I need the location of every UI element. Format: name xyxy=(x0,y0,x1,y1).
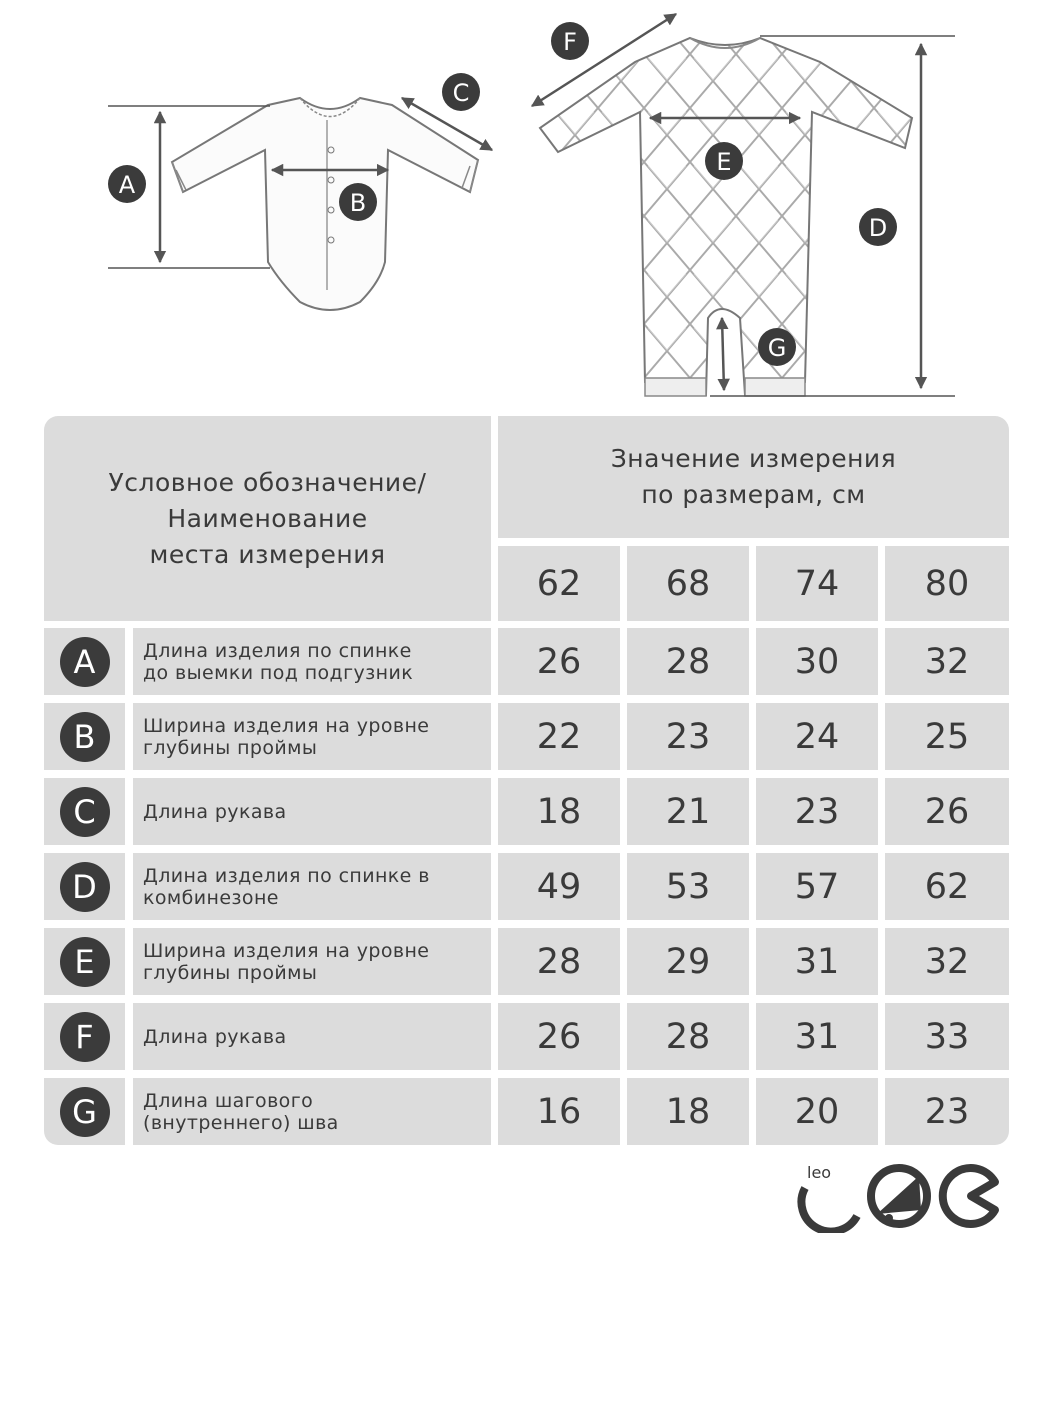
value-cell: 29 xyxy=(627,928,749,995)
letter-badge: A xyxy=(60,637,110,687)
value-cell: 28 xyxy=(627,1003,749,1070)
value-cell: 31 xyxy=(756,928,878,995)
value-cell: 26 xyxy=(498,1003,620,1070)
row-description xyxy=(133,1078,491,1145)
letter-badge: G xyxy=(60,1087,110,1137)
row-description xyxy=(133,778,491,845)
description-text: Ширина изделия на уровне глубины проймы xyxy=(143,939,430,984)
measurement-diagram xyxy=(0,0,1049,410)
value-cell: 31 xyxy=(756,1003,878,1070)
diagram-label-a: A xyxy=(118,171,136,199)
row-letter-cell xyxy=(44,703,125,770)
values-header-text: Значение измерения по размерам, см xyxy=(610,444,897,509)
logo-small-text: leo xyxy=(807,1163,832,1182)
size-header-68: 68 xyxy=(627,546,749,621)
value-cell: 23 xyxy=(756,778,878,845)
value-cell: 30 xyxy=(756,628,878,695)
description-text: Длина изделия по спинке до выемки под подгузник xyxy=(143,639,414,684)
letter-badge: C xyxy=(60,787,110,837)
value-cell: 57 xyxy=(756,853,878,920)
value-cell: 32 xyxy=(885,928,1009,995)
description-text: Длина изделия по спинке в комбинезоне xyxy=(143,864,430,909)
romper-drawing xyxy=(540,38,912,396)
value-cell: 32 xyxy=(885,628,1009,695)
value-cell: 22 xyxy=(498,703,620,770)
letter-badge: F xyxy=(60,1012,110,1062)
diagram-label-f: F xyxy=(563,28,577,56)
row-description xyxy=(133,703,491,770)
letter-badge: B xyxy=(60,712,110,762)
row-letter-cell xyxy=(44,778,125,845)
description-text: Ширина изделия на уровне глубины проймы xyxy=(143,714,430,759)
row-description xyxy=(133,853,491,920)
letter-badge: E xyxy=(60,937,110,987)
description-text: Длина рукава xyxy=(143,800,287,823)
value-cell: 21 xyxy=(627,778,749,845)
size-header-74: 74 xyxy=(756,546,878,621)
diagram-label-b: B xyxy=(349,189,367,217)
value-cell: 26 xyxy=(885,778,1009,845)
brand-logo xyxy=(795,1158,1010,1233)
size-header-80: 80 xyxy=(885,546,1009,621)
value-cell: 28 xyxy=(498,928,620,995)
value-cell: 25 xyxy=(885,703,1009,770)
row-letter-cell xyxy=(44,1003,125,1070)
row-description xyxy=(133,928,491,995)
value-cell: 24 xyxy=(756,703,878,770)
row-letter-cell xyxy=(44,928,125,995)
designation-header-text: Условное обозначение/ Наименование места измерения xyxy=(108,467,427,569)
value-cell: 26 xyxy=(498,628,620,695)
row-description xyxy=(133,628,491,695)
value-cell: 23 xyxy=(627,703,749,770)
table-header-designation xyxy=(44,416,491,621)
diagram-label-g: G xyxy=(767,334,787,362)
description-text: Длина шагового (внутреннего) шва xyxy=(143,1089,339,1134)
value-cell: 23 xyxy=(885,1078,1009,1145)
value-cell: 18 xyxy=(498,778,620,845)
row-letter-cell xyxy=(44,1078,125,1145)
letter-badge: D xyxy=(60,862,110,912)
value-cell: 53 xyxy=(627,853,749,920)
description-text: Длина рукава xyxy=(143,1025,287,1048)
row-letter-cell xyxy=(44,853,125,920)
value-cell: 62 xyxy=(885,853,1009,920)
value-cell: 33 xyxy=(885,1003,1009,1070)
value-cell: 28 xyxy=(627,628,749,695)
value-cell: 16 xyxy=(498,1078,620,1145)
diagram-label-e: E xyxy=(716,148,732,176)
row-description xyxy=(133,1003,491,1070)
size-header-62: 62 xyxy=(498,546,620,621)
diagram-label-d: D xyxy=(868,214,888,242)
value-cell: 49 xyxy=(498,853,620,920)
row-letter-cell xyxy=(44,628,125,695)
value-cell: 18 xyxy=(627,1078,749,1145)
diagram-label-c: C xyxy=(452,79,470,107)
bodysuit-drawing xyxy=(172,98,478,310)
value-cell: 20 xyxy=(756,1078,878,1145)
table-header-values xyxy=(498,416,1009,538)
